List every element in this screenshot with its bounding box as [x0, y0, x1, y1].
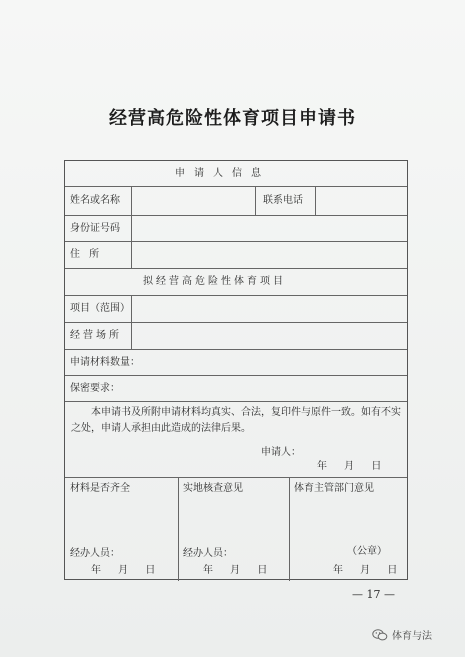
row-divider — [65, 349, 407, 350]
row-divider — [65, 241, 407, 242]
col-divider — [289, 478, 290, 581]
row-divider — [65, 295, 407, 296]
watermark-text: 体育与法 — [392, 631, 432, 642]
handler-label-1: 经办人员： — [70, 548, 120, 559]
phone-label: 联系电话 — [263, 195, 303, 206]
row-divider — [65, 477, 407, 478]
id-number-label: 身份证号码 — [70, 223, 120, 234]
name-label: 姓名或名称 — [70, 195, 120, 206]
wechat-icon — [372, 629, 388, 641]
site-check-label: 实地核查意见 — [183, 483, 243, 494]
col-divider — [255, 187, 256, 215]
page-number: — 17 — — [352, 588, 395, 601]
col-divider — [131, 296, 132, 349]
review-date-1: 年 月 日 — [91, 565, 156, 576]
declaration-date: 年 月 日 — [317, 461, 382, 472]
row-divider — [65, 322, 407, 323]
project-section-header: 拟经营高危险性体育项目 — [143, 276, 286, 287]
row-divider — [65, 268, 407, 269]
col-divider — [131, 187, 132, 215]
handler-label-2: 经办人员： — [183, 548, 233, 559]
authority-opinion-label: 体育主管部门意见 — [294, 483, 374, 494]
col-divider — [315, 187, 316, 215]
watermark — [372, 627, 432, 642]
row-divider — [65, 401, 407, 402]
row-divider — [65, 215, 407, 216]
document-title: 经营高危险性体育项目申请书 — [109, 108, 356, 129]
review-date-2: 年 月 日 — [203, 565, 268, 576]
completeness-label: 材料是否齐全 — [70, 483, 130, 494]
official-seal-label: （公章） — [347, 546, 387, 557]
applicant-signature-label: 申请人： — [261, 447, 301, 458]
project-scope-label: 项目（范围） — [70, 303, 130, 314]
materials-count-label: 申请材料数量： — [70, 357, 140, 368]
applicant-section-header: 申请人信息 — [175, 168, 270, 179]
col-divider — [131, 216, 132, 268]
confidentiality-label: 保密要求： — [70, 383, 120, 394]
row-divider — [65, 375, 407, 376]
col-divider — [178, 478, 179, 581]
address-label: 住 所 — [70, 249, 103, 260]
row-divider — [65, 186, 407, 187]
application-form — [64, 160, 408, 580]
review-date-3: 年 月 日 — [333, 565, 398, 576]
venue-label: 经营场所 — [70, 330, 122, 341]
declaration-text: 本申请书及所附申请材料均真实、合法，复印件与原件一致。如有不实之处，申请人承担由此造成的法律后果。 — [71, 407, 401, 434]
